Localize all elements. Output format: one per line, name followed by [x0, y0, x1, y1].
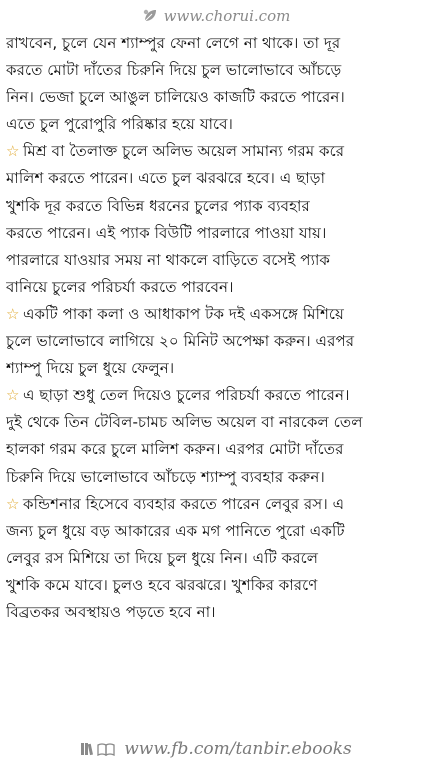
line-text: লেবুর রস মিশিয়ে তা দিয়ে চুল ধুয়ে নিন। এটি করলে [6, 548, 319, 567]
text-line [6, 111, 428, 138]
text-line [6, 436, 428, 463]
text-line [6, 57, 428, 84]
text-line [6, 138, 428, 165]
line-text: করতে পারেন। এই প্যাক বিউটি পারলারে পাওয়া যায়। [6, 223, 327, 242]
line-text: এ ছাড়া শুধু তেল দিয়েও চুলের পরিচর্যা করতে পারেন। [23, 386, 350, 405]
text-line [6, 165, 428, 192]
line-text: কন্ডিশনার হিসেবে ব্যবহার করতে পারেন লেবুর রস। এ [23, 494, 345, 513]
text-line [6, 274, 428, 301]
line-text: মালিশ করতে পারেন। এতে চুল ঝরঝরে হবে। এ ছাড়া [6, 169, 325, 188]
line-text: রাখবেন, চুলে যেন শ্যাম্পুর ফেনা লেগে না থাকে। তা দূর [6, 34, 341, 52]
line-text: বিব্রতকর অবস্থায়ও পড়তে হবে না। [6, 602, 216, 621]
text-line [6, 464, 428, 491]
line-text: একটি পাকা কলা ও আধাকাপ টক দই একসঙ্গে মিশিয়ে [23, 304, 344, 323]
line-text: নিন। ভেজা চুলে আঙুল চালিয়েও কাজটি করতে পারেন। [6, 88, 345, 107]
line-text: চিরুনি দিয়ে ভালোভাবে আঁচড়ে শ্যাম্পু ব্যবহার করুন। [6, 467, 325, 486]
text-line [6, 599, 428, 626]
star-outline-icon: ☆ [6, 304, 20, 323]
line-text: করতে মোটা দাঁতের চিরুনি দিয়ে চুল ভালোভাবে আঁচড়ে [6, 61, 342, 80]
text-line [6, 491, 428, 518]
header-site-url[interactable]: www.chorui.com [163, 7, 291, 25]
text-line [6, 301, 428, 328]
text-line [6, 545, 428, 572]
line-text: দুই থেকে তিন টেবিল-চামচ অলিভ অয়েল বা নারকেল তেল [6, 413, 363, 432]
page-footer [0, 736, 432, 762]
text-line [6, 518, 428, 545]
text-line [6, 328, 428, 355]
line-text: চুলে ভালোভাবে লাগিয়ে ২০ মিনিট অপেক্ষা করুন। এরপর [6, 332, 355, 351]
page-header [0, 6, 432, 26]
star-outline-icon: ☆ [6, 386, 20, 405]
star-outline-icon: ☆ [6, 494, 20, 513]
text-line [6, 30, 428, 57]
text-line [6, 355, 428, 382]
line-text: খুশকি কমে যাবে। চুলও হবে ঝরঝরে। খুশকির কারণে [6, 575, 318, 594]
line-text: বানিয়ে চুলের পরিচর্যা করতে পারবেন। [6, 277, 234, 296]
line-text: খুশকি দূর করতে বিভিন্ন ধরনের চুলের প্যাক ব্যবহার [6, 196, 310, 215]
text-line [6, 572, 428, 599]
line-text: এতে চুল পুরোপুরি পরিষ্কার হয়ে যাবে। [6, 115, 233, 134]
line-text: হালকা গরম করে চুলে মালিশ করুন। এরপর মোটা দাঁতের [6, 440, 344, 459]
text-line [6, 382, 428, 409]
text-line [6, 193, 428, 220]
line-text: জন্য চুল ধুয়ে বড় আকারের এক মগ পানিতে পুরো একটি [6, 521, 345, 540]
leaf-logo-icon [142, 8, 158, 24]
text-line [6, 247, 428, 274]
text-line [6, 220, 428, 247]
text-line [6, 409, 428, 436]
article-body [6, 30, 428, 725]
text-line [6, 84, 428, 111]
line-text: শ্যাম্পু দিয়ে চুল ধুয়ে ফেলুন। [6, 359, 175, 378]
star-outline-icon: ☆ [6, 142, 20, 161]
books-icon [80, 742, 116, 756]
footer-facebook-link[interactable]: www.fb.com/tanbir.ebooks [124, 739, 352, 759]
line-text: পারলারে যাওয়ার সময় না থাকলে বাড়িতে বসেই প্যাক [6, 250, 331, 269]
line-text: মিশ্র বা তৈলাক্ত চুলে অলিভ অয়েল সামান্য গরম করে [23, 142, 345, 161]
